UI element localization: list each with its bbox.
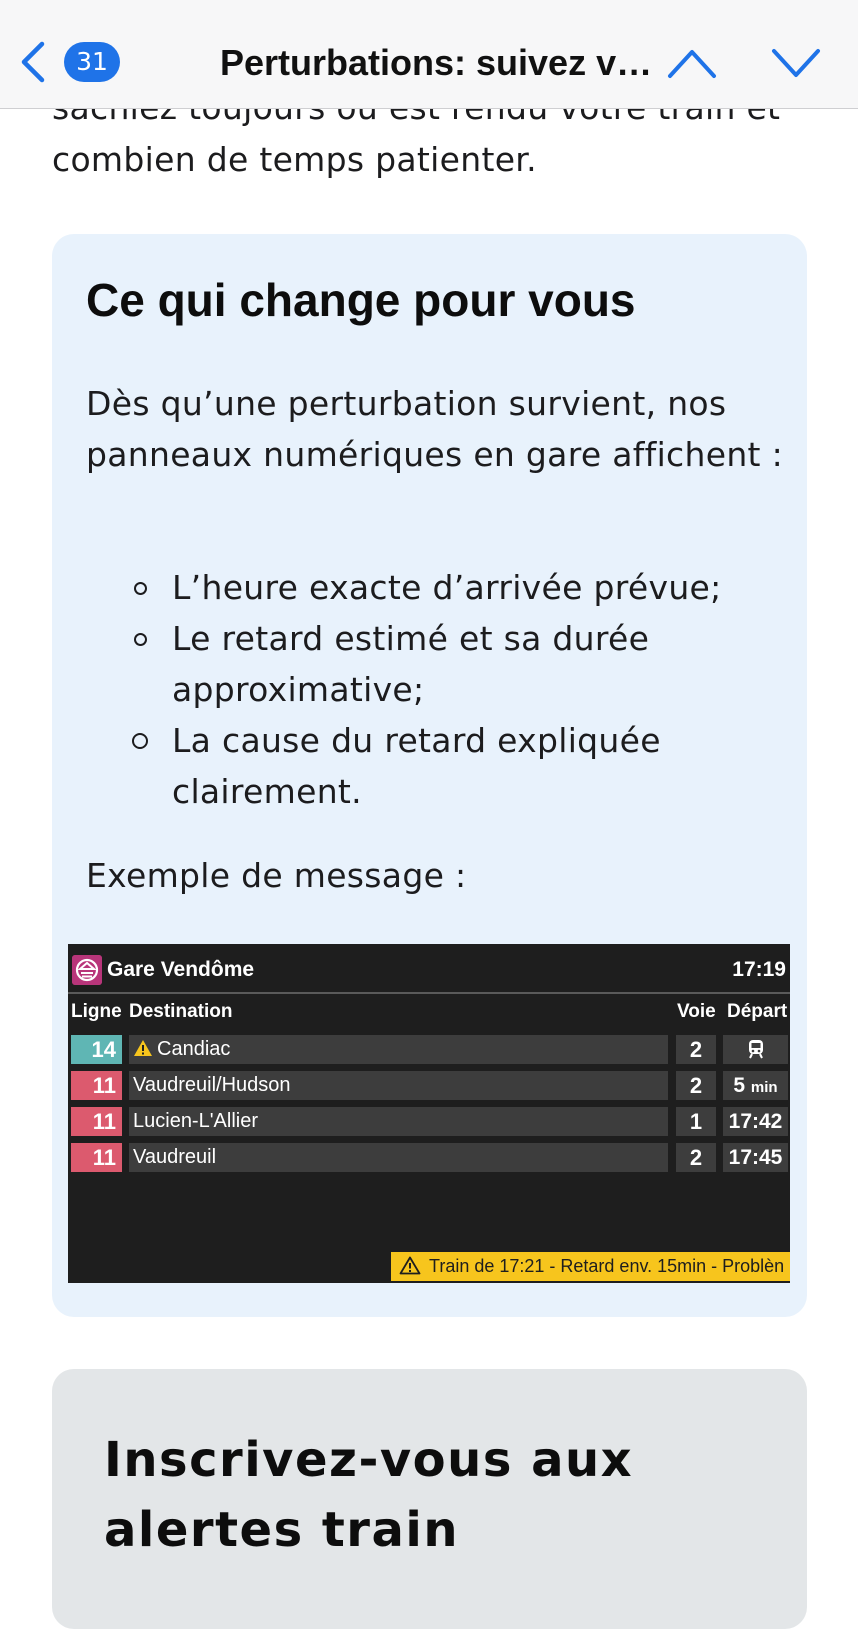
destination-cell xyxy=(129,1035,668,1064)
next-message-chevron-down-icon[interactable] xyxy=(770,46,822,80)
destination-cell: Lucien-L'Allier xyxy=(129,1107,668,1136)
line-number: 14 xyxy=(71,1035,122,1064)
mail-nav-bar xyxy=(0,0,858,109)
back-chevron-icon[interactable] xyxy=(14,38,50,86)
train-icon xyxy=(747,1039,765,1059)
departure-cell xyxy=(723,1035,788,1064)
board-station-name: Gare Vendôme xyxy=(107,958,255,981)
unread-count-badge[interactable]: 31 xyxy=(64,42,120,82)
departure-unit: min xyxy=(750,1079,778,1096)
line-number: 11 xyxy=(71,1143,122,1172)
signup-card-heading: Inscrivez-vous aux alertes train xyxy=(104,1432,634,1558)
destination-text: Candiac xyxy=(157,1038,231,1060)
departure-cell xyxy=(723,1071,788,1100)
board-row xyxy=(68,1143,790,1172)
warning-icon xyxy=(399,1256,421,1275)
board-header-line: Ligne xyxy=(71,1001,122,1022)
info-bullet-list xyxy=(86,562,766,817)
station-board-image xyxy=(68,944,790,1283)
board-row xyxy=(68,1035,790,1064)
departure-cell: 17:42 xyxy=(723,1107,788,1136)
list-item xyxy=(86,613,766,715)
departure-value: 5 xyxy=(733,1074,746,1097)
board-row xyxy=(68,1107,790,1136)
list-item xyxy=(86,715,766,817)
board-header-platform: Voie xyxy=(677,1001,716,1022)
destination-cell: Vaudreuil/Hudson xyxy=(129,1071,668,1100)
board-header-departure: Départ xyxy=(727,1001,788,1022)
platform-cell: 2 xyxy=(676,1035,716,1064)
bullet-circle-icon xyxy=(134,582,147,595)
bullet-circle-icon xyxy=(132,733,148,749)
info-card-paragraph: Dès qu’une perturbation survient, nos panneaux numériques en gare affichent : xyxy=(86,384,783,474)
list-item-text: Le retard estimé et sa durée approximative; xyxy=(172,619,650,709)
list-item-text: L’heure exacte d’arrivée prévue; xyxy=(172,568,722,607)
message-subject-title: Perturbations: suivez v… xyxy=(220,42,653,83)
previous-message-chevron-up-icon[interactable] xyxy=(666,46,718,80)
example-label: Exemple de message : xyxy=(86,856,467,895)
list-item xyxy=(86,562,766,613)
info-card-heading: Ce qui change pour vous xyxy=(86,274,636,326)
bullet-circle-icon xyxy=(134,633,147,646)
board-row xyxy=(68,1071,790,1100)
line-number: 11 xyxy=(71,1107,122,1136)
board-header-destination: Destination xyxy=(129,1001,233,1022)
delay-ticker xyxy=(391,1252,790,1281)
departure-cell: 17:45 xyxy=(723,1143,788,1172)
destination-cell: Vaudreuil xyxy=(129,1143,668,1172)
board-clock: 17:19 xyxy=(732,958,786,981)
signup-card xyxy=(52,1369,807,1629)
intro-line: combien de temps patienter. xyxy=(52,140,537,179)
platform-cell: 1 xyxy=(676,1107,716,1136)
exo-logo-icon xyxy=(72,955,102,985)
platform-cell: 2 xyxy=(676,1143,716,1172)
platform-cell: 2 xyxy=(676,1071,716,1100)
warning-icon xyxy=(133,1039,153,1057)
board-divider xyxy=(68,992,790,994)
line-number: 11 xyxy=(71,1071,122,1100)
list-item-text: La cause du retard expliquée clairement. xyxy=(172,721,661,811)
ticker-text: Train de 17:21 - Retard env. 15min - Problèn xyxy=(429,1256,785,1276)
